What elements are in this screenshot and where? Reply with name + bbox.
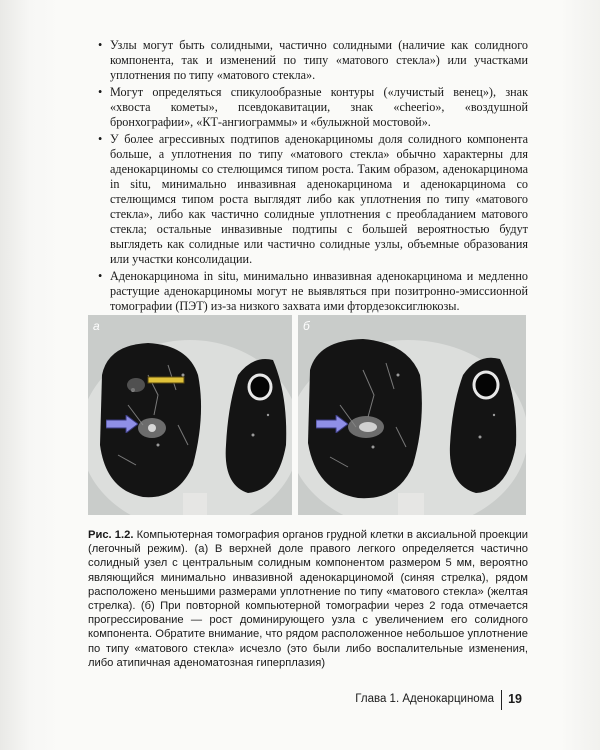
- yellow-arrow-icon: [146, 373, 186, 387]
- bullet-item-1: • Узлы могут быть солидными, частично солидными (наличие как солидного компонента, так и изменений по типу «матового стекла») или участками уплотнения по типу «матового стекла».: [98, 38, 528, 83]
- figure-caption: [88, 528, 528, 670]
- ct-panel-a: [88, 315, 292, 515]
- ct-figure: [88, 315, 528, 515]
- bullet-item-4: • Аденокарцинома in situ, минимально инвазивная аденокарцинома и медленно растущие аденокарциномы могут не выявляться при позитронно-эмиссионной томографии (ПЭТ) из-за низкого захвата ими фтордезоксиглюкозы.: [98, 269, 528, 314]
- blue-arrow-icon-b: [316, 415, 348, 433]
- bullet-item-2: • Могут определяться спикулообразные контуры («лучистый венец»), знак «хвоста кометы», псевдокавитации, знак «cheerio», «воздушной бронхографии», «КТ-ангиограммы» и «булыжной мостовой».: [98, 85, 528, 130]
- page-number: 19: [508, 692, 522, 706]
- panel-b-label: б: [303, 319, 310, 333]
- panel-a-label: а: [93, 319, 100, 333]
- chapter-title: Глава 1. Аденокарцинома: [355, 693, 494, 705]
- caption-text: Компьютерная томография органов грудной клетки в аксиальной проекции (легочный режим). (а) В верхней доле правого легкого определяется частично солидный узел с центральным солидным компонентом размером 5 мм, вероятно являющийся минимально инвазивной аденокарциномой (синяя стрелка), рядом расположено меньшими размерами уплотнение по типу «матового стекла» (желтая стрелка). (б) При повторной компьютерной томографии через 2 года отмечается прогрессирование — рост доминирующего узла с увеличением его солидного компонента. Обратите внимание, что рядом расположенное небольшое уплотнение по типу «матового стекла» исчезло (это были либо воспалительные изменения, либо атипичная аденоматозная гиперплазия): [88, 529, 528, 669]
- ct-panel-b: [298, 315, 526, 515]
- blue-arrow-icon-a: [106, 415, 138, 433]
- footer-divider: [501, 690, 502, 710]
- bullet-item-3: • У более агрессивных подтипов аденокарциномы доля солидного компонента больше, а уплотнения по типу «матового стекла» обычно характерны для аденокарциномы со стелющимся типом роста. Таким образом, аденокарцинома in situ, минимально инвазивная аденокарцинома и аденокарцинома со стелющимся типом роста выглядят либо как уплотнения по типу «матового стекла», либо как частично солидные уплотнения с преобладанием матового стекла; остальные инвазивные подтипы с большей вероятностью будут выглядеть как солидные или частично солидные узлы, объемные образования или участки консолидации.: [98, 132, 528, 267]
- page-footer: [300, 690, 528, 710]
- caption-lead: Рис. 1.2.: [88, 529, 134, 541]
- bullet-list: [98, 38, 528, 316]
